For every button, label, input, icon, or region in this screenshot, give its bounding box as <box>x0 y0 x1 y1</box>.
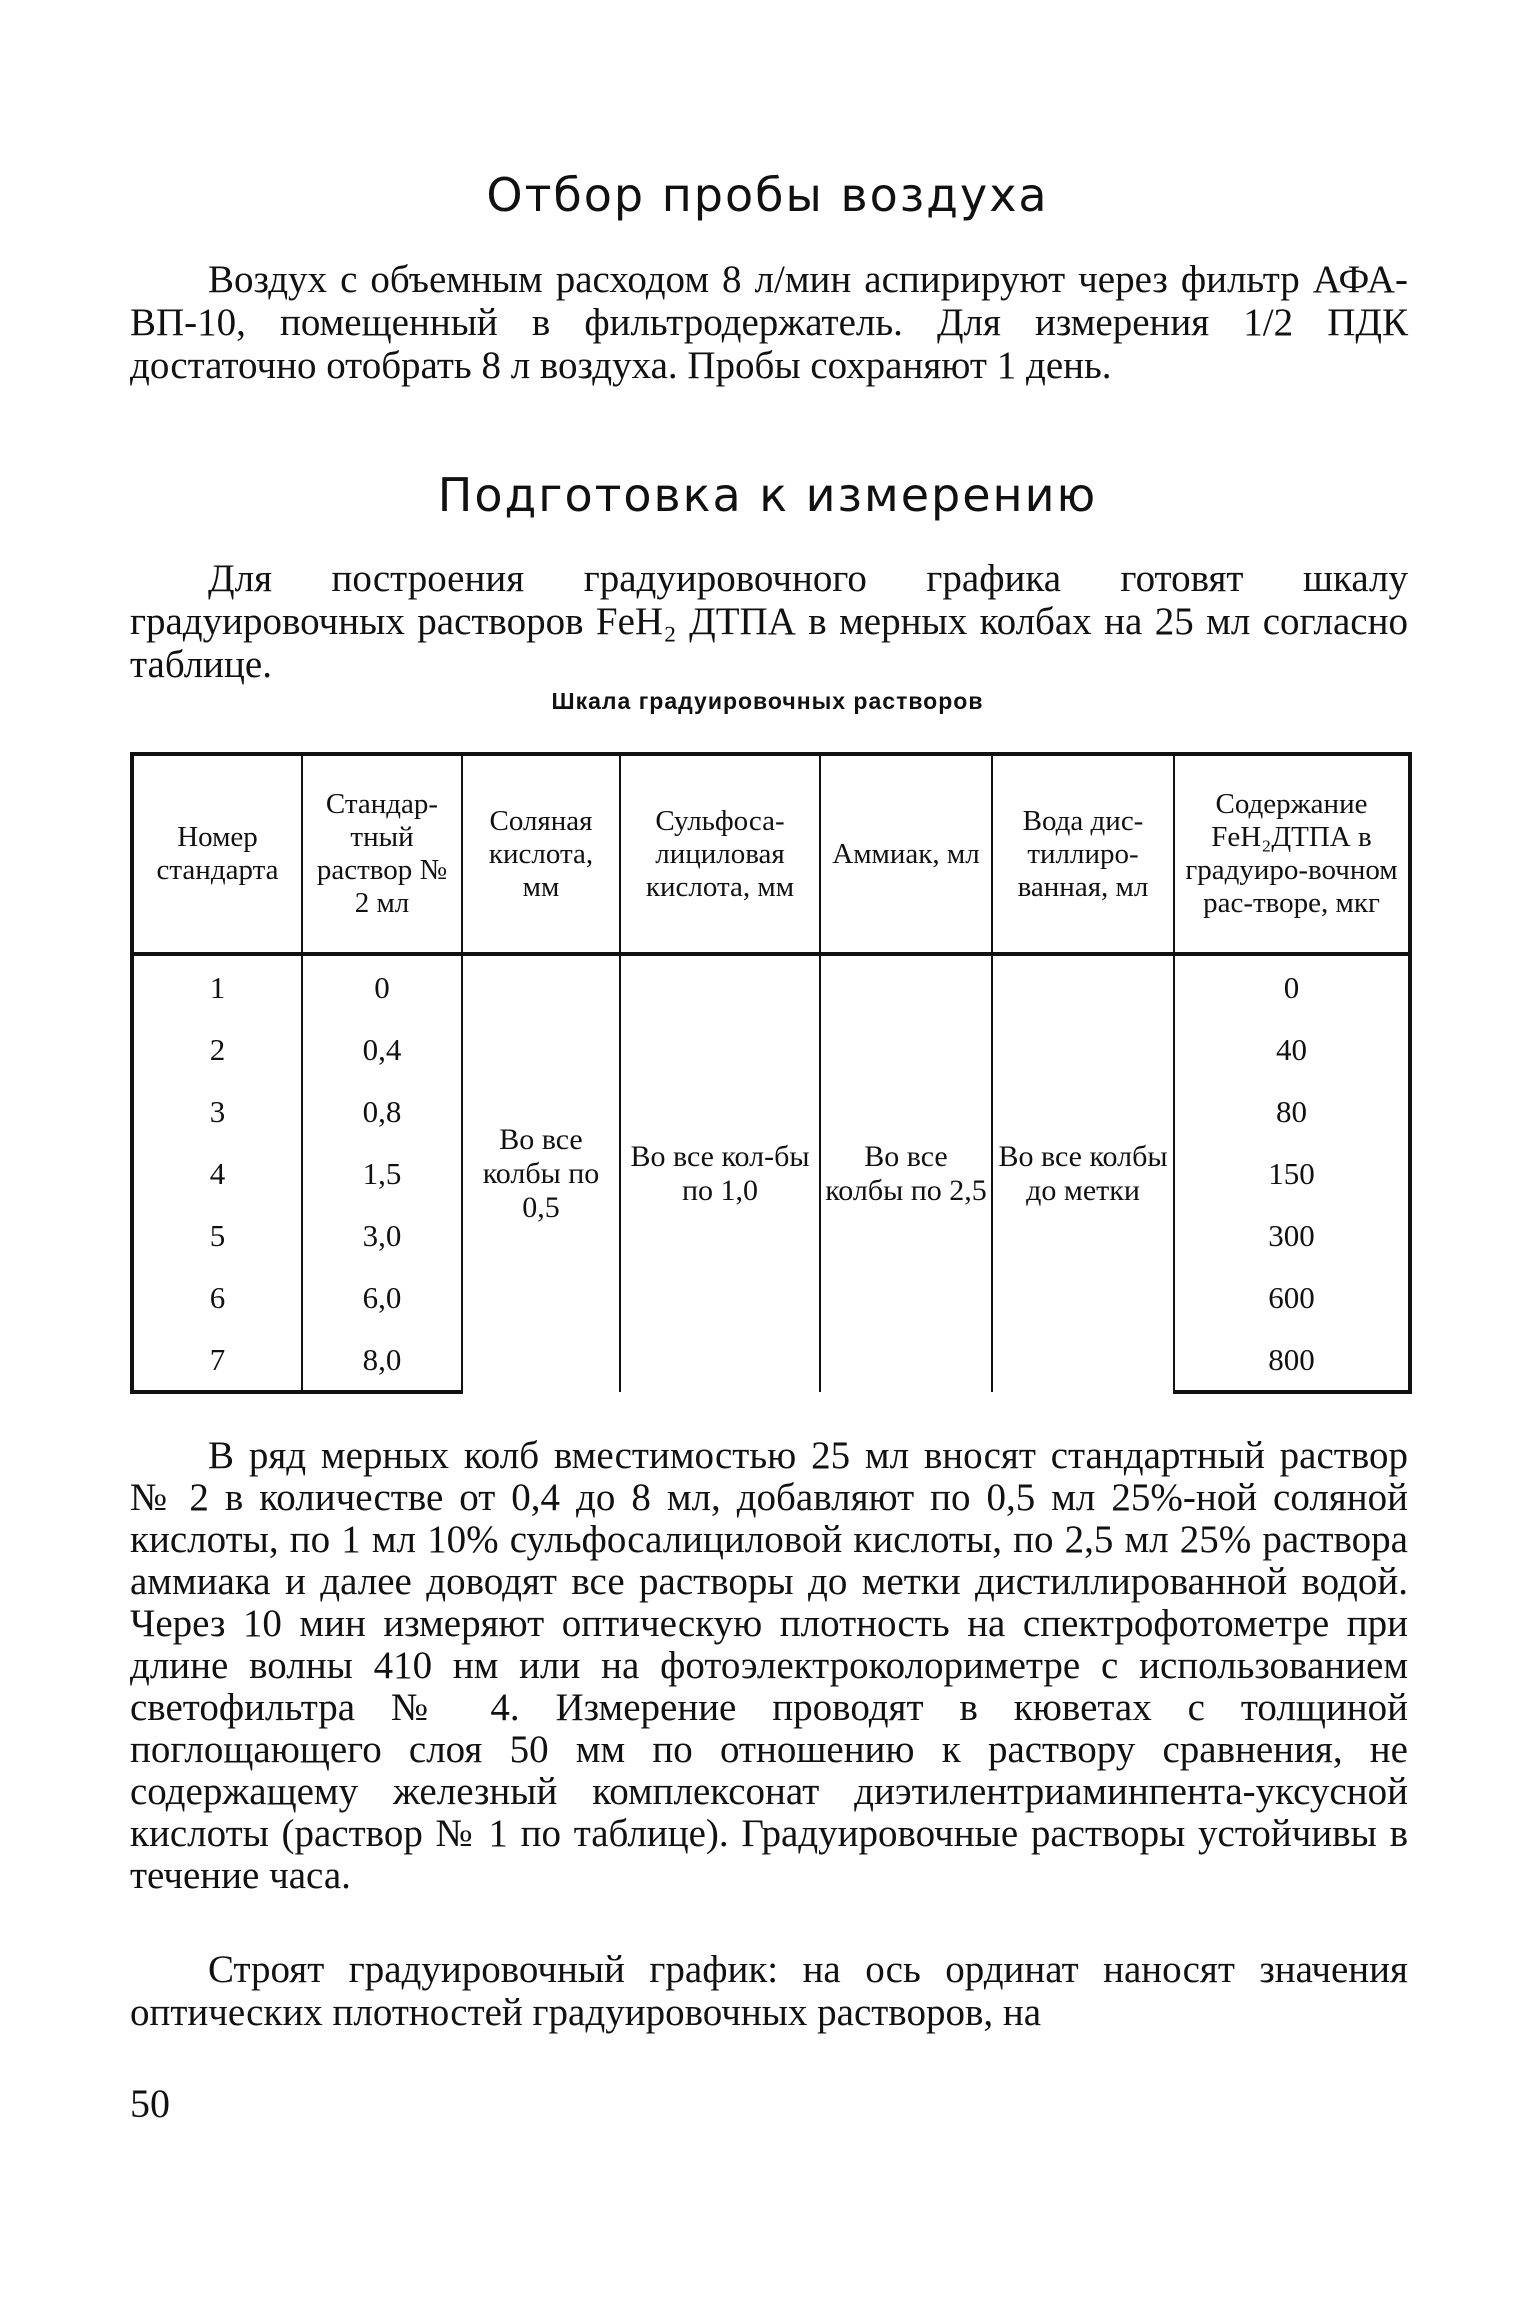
cell-number: 2 <box>132 1018 302 1080</box>
header-cell-hcl: Соляная кислота, мм <box>462 754 620 954</box>
header-cell-number: Номер стандарта <box>132 754 302 954</box>
section-heading-air-sampling: Отбор пробы воздуха <box>486 168 1049 222</box>
cell-water-merged: Во все колбы до метки <box>992 954 1174 1392</box>
cell-content: 0 <box>1174 954 1410 1018</box>
cell-standard: 0,8 <box>302 1080 462 1142</box>
header-cell-standard-solution: Стандар-тный раствор № 2 мл <box>302 754 462 954</box>
cell-standard: 0 <box>302 954 462 1018</box>
cell-standard: 8,0 <box>302 1328 462 1392</box>
cell-number: 5 <box>132 1204 302 1266</box>
cell-content: 80 <box>1174 1080 1410 1142</box>
cell-content: 40 <box>1174 1018 1410 1080</box>
cell-hcl-merged: Во все колбы по 0,5 <box>462 954 620 1392</box>
header-cell-ammonia: Аммиак, мл <box>820 754 992 954</box>
paragraph-air-sampling: Воздух с объемным расходом 8 л/мин аспирируют через фильтр АФА-ВП-10, помещенный в фильтродержатель. Для измерения 1/2 ПДК достаточно отобрать 8 л воздуха. Пробы сохраняют 1 день. <box>130 258 1408 387</box>
cell-standard: 6,0 <box>302 1266 462 1328</box>
cell-standard: 3,0 <box>302 1204 462 1266</box>
paragraph-procedure: В ряд мерных колб вместимостью 25 мл вносят стандартный раствор № 2 в количестве от 0,4 до 8 мл, добавляют по 0,5 мл 25%-ной соляной кислоты, по 1 мл 10% сульфосалициловой кислоты, по 2,5 мл 25% раствора аммиака и далее доводят все растворы до метки дистиллированной водой. Через 10 мин измеряют оптическую плотность на спектрофотометре при длине волны 410 нм или на фотоэлектроколориметре с использованием светофильтра № 4. Измерение проводят в кюветах с толщиной поглощающего слоя 50 мм по отношению к раствору сравнения, не содержащему железный комплексонат диэтилентриаминпента-уксусной кислоты (раствор № 1 по таблице). Градуировочные растворы устойчивы в течение часа. <box>130 1434 1408 1897</box>
cell-number: 3 <box>132 1080 302 1142</box>
header-cell-content: Содержание FeH₂ДТПА в градуиро-вочном рас-творе, мкг <box>1174 754 1410 954</box>
section-heading-preparation: Подготовка к измерению <box>437 468 1098 522</box>
cell-standard: 1,5 <box>302 1142 462 1204</box>
paragraph-graph: Строят градуировочный график: на ось ординат наносят значения оптических плотностей градуировочных растворов, на <box>130 1948 1408 2034</box>
table-header-row <box>132 754 1410 954</box>
table-row <box>132 954 1410 1018</box>
cell-number: 7 <box>132 1328 302 1392</box>
header-cell-sulfosalicylic: Сульфоса-лициловая кислота, мм <box>620 754 820 954</box>
header-cell-water: Вода дис-тиллиро-ванная, мл <box>992 754 1174 954</box>
cell-number: 6 <box>132 1266 302 1328</box>
cell-content: 600 <box>1174 1266 1410 1328</box>
page-number: 50 <box>130 2081 170 2126</box>
cell-content: 800 <box>1174 1328 1410 1392</box>
cell-content: 300 <box>1174 1204 1410 1266</box>
cell-standard: 0,4 <box>302 1018 462 1080</box>
cell-number: 4 <box>132 1142 302 1204</box>
table-caption: Шкала градуировочных растворов <box>551 688 984 714</box>
cell-number: 1 <box>132 954 302 1018</box>
paragraph-preparation: Для построения градуировочного графика готовят шкалу градуировочных растворов FeH₂ ДТПА в мерных колбах на 25 мл согласно таблице. <box>130 557 1408 686</box>
cell-content: 150 <box>1174 1142 1410 1204</box>
calibration-table <box>130 752 1412 1394</box>
cell-ammonia-merged: Во все колбы по 2,5 <box>820 954 992 1392</box>
cell-sulfo-merged: Во все кол-бы по 1,0 <box>620 954 820 1392</box>
